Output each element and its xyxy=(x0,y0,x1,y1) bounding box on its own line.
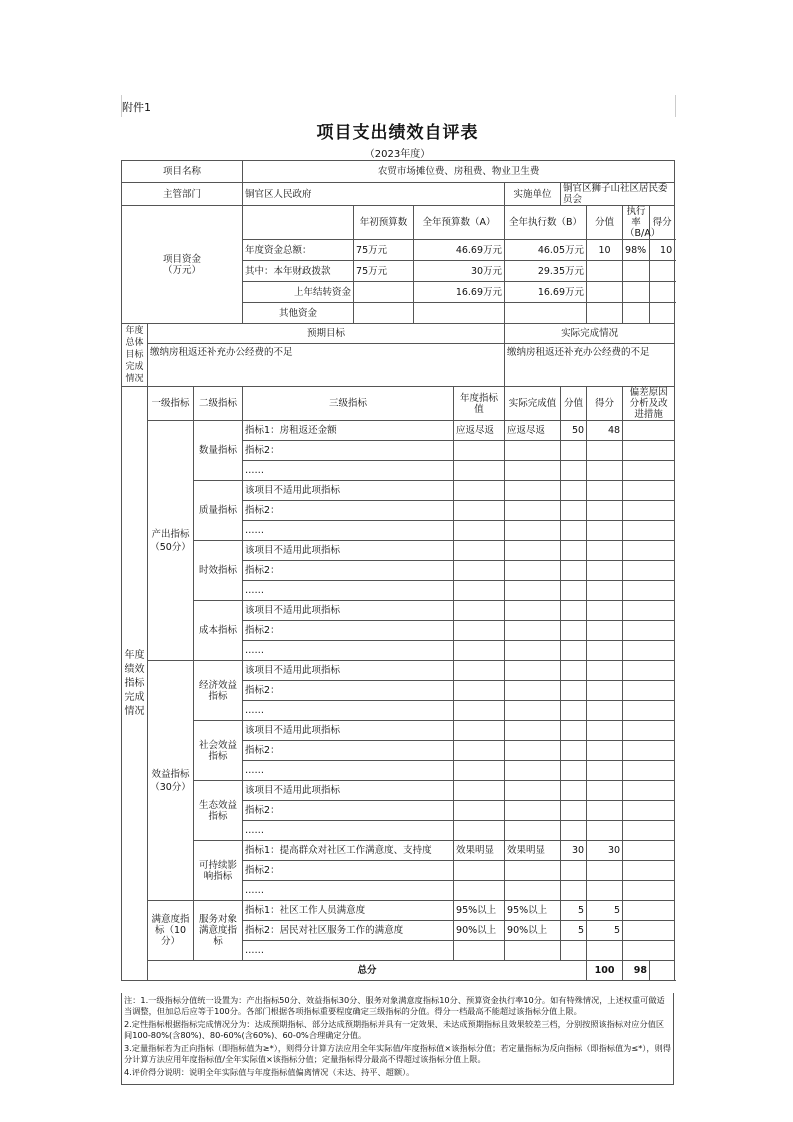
indicator-reason xyxy=(623,581,675,601)
h-score: 得分 xyxy=(587,387,623,421)
indicator-name: 指标1：社区工作人员满意度 xyxy=(243,901,454,921)
indicator-score xyxy=(587,801,623,821)
indicator-actual xyxy=(505,541,561,561)
indicator-reason xyxy=(623,761,675,781)
indicator-score xyxy=(587,461,623,481)
fund-row-full: 30万元 xyxy=(414,261,505,282)
indicator-score xyxy=(587,501,623,521)
l2-time: 时效指标 xyxy=(194,541,243,601)
expected-goal-value: 缴纳房租返还补充办公经费的不足 xyxy=(148,344,505,387)
indicator-value xyxy=(561,821,587,841)
indicator-score xyxy=(587,541,623,561)
indicator-reason xyxy=(623,741,675,761)
indicator-actual: 90%以上 xyxy=(505,921,561,941)
indicator-actual xyxy=(505,801,561,821)
indicator-reason xyxy=(623,901,675,921)
indicator-actual: 应返尽返 xyxy=(505,421,561,441)
indicator-actual xyxy=(505,601,561,621)
indicator-actual xyxy=(505,481,561,501)
total-reason xyxy=(650,961,675,981)
indicator-value xyxy=(561,641,587,661)
indicator-name: 指标2：居民对社区服务工作的满意度 xyxy=(243,921,454,941)
indicator-target xyxy=(454,521,505,541)
indicator-name: …… xyxy=(243,821,454,841)
indicator-actual xyxy=(505,941,561,961)
indicator-reason xyxy=(623,621,675,641)
indicator-value xyxy=(561,721,587,741)
indicator-target xyxy=(454,881,505,901)
indicator-actual xyxy=(505,581,561,601)
page-title: 项目支出绩效自评表 xyxy=(316,123,479,143)
indicator-value xyxy=(561,561,587,581)
indicator-target xyxy=(454,501,505,521)
fund-row-initial: 75万元 xyxy=(354,261,414,282)
indicators-side-label: 年度绩效指标完成情况 xyxy=(122,387,148,981)
indicator-reason xyxy=(623,841,675,861)
h-actual: 实际完成值 xyxy=(505,387,561,421)
fund-row-exec: 46.05万元 xyxy=(505,240,587,261)
indicator-name: 指标2： xyxy=(243,681,454,701)
indicator-target xyxy=(454,441,505,461)
indicator-score xyxy=(587,521,623,541)
indicator-target xyxy=(454,861,505,881)
indicator-value xyxy=(561,701,587,721)
actual-goal-value: 缴纳房租返还补充办公经费的不足 xyxy=(505,344,675,387)
note-3: 3.定量指标若为正向指标（即指标值为≥*），则得分计算方法应用全年实际值/年度指标值×该指标分值；若定量指标为反向指标（即指标值为≤*），则得分计算方法应用年度指标值/全年实际值×该指标分值；定量指标得分最高不得超过该指标分值上限。 xyxy=(124,1043,671,1064)
indicator-value xyxy=(561,801,587,821)
indicator-reason xyxy=(623,781,675,801)
indicator-reason xyxy=(623,821,675,841)
fund-row-exec: 29.35万元 xyxy=(505,261,587,282)
unit-label: 实施单位 xyxy=(505,183,561,206)
indicator-name: 指标2： xyxy=(243,501,454,521)
indicator-value xyxy=(561,661,587,681)
project-name-value: 农贸市场摊位费、房租费、物业卫生费 xyxy=(243,161,675,183)
indicator-name: 指标2： xyxy=(243,861,454,881)
total-label: 总分 xyxy=(148,961,587,981)
fund-row-score xyxy=(650,282,675,303)
indicator-name: …… xyxy=(243,581,454,601)
indicator-target xyxy=(454,821,505,841)
indicator-target: 95%以上 xyxy=(454,901,505,921)
fund-row-value: 10 xyxy=(587,240,623,261)
indicator-target: 90%以上 xyxy=(454,921,505,941)
indicator-name: 指标2： xyxy=(243,801,454,821)
fund-row-full xyxy=(414,303,505,324)
indicator-actual: 效果明显 xyxy=(505,841,561,861)
indicator-name: 该项目不适用此项指标 xyxy=(243,601,454,621)
indicator-value xyxy=(561,881,587,901)
indicator-target xyxy=(454,621,505,641)
indicator-name: 指标2： xyxy=(243,441,454,461)
indicator-actual xyxy=(505,441,561,461)
note-1: 注：1.一级指标分值统一设置为：产出指标50分、效益指标30分、服务对象满意度指标10分、预算资金执行率10分。如有特殊情况，上述权重可做适当调整，但加总后应等于100分。各部门根据各项指标重要程度确定三级指标的分值。得分一档最高不能超过该指标分值上限。 xyxy=(124,995,665,1016)
indicator-score xyxy=(587,741,623,761)
indicator-actual: 95%以上 xyxy=(505,901,561,921)
year-label: （2023年度） xyxy=(364,149,431,160)
indicator-name: 该项目不适用此项指标 xyxy=(243,721,454,741)
indicator-value xyxy=(561,681,587,701)
indicator-target xyxy=(454,561,505,581)
l2-quantity: 数量指标 xyxy=(194,421,243,481)
h-reason: 偏差原因分析及改进措施 xyxy=(623,387,675,421)
indicator-score xyxy=(587,481,623,501)
indicator-reason xyxy=(623,421,675,441)
indicator-actual xyxy=(505,861,561,881)
indicator-target xyxy=(454,801,505,821)
indicator-target xyxy=(454,641,505,661)
indicator-name: 该项目不适用此项指标 xyxy=(243,781,454,801)
indicator-score: 48 xyxy=(587,421,623,441)
fund-row-rate xyxy=(623,303,650,324)
indicator-score xyxy=(587,821,623,841)
indicator-actual xyxy=(505,721,561,741)
indicator-score xyxy=(587,621,623,641)
dept-value: 铜官区人民政府 xyxy=(243,183,505,206)
fund-row-value xyxy=(587,282,623,303)
indicator-target: 效果明显 xyxy=(454,841,505,861)
indicator-actual xyxy=(505,701,561,721)
indicator-score: 30 xyxy=(587,841,623,861)
indicator-name: …… xyxy=(243,701,454,721)
indicator-reason xyxy=(623,461,675,481)
indicator-actual xyxy=(505,561,561,581)
fund-row-initial: 75万元 xyxy=(354,240,414,261)
h-level1: 一级指标 xyxy=(148,387,194,421)
indicator-target xyxy=(454,661,505,681)
indicator-name: …… xyxy=(243,881,454,901)
indicator-name: 指标1：房租返还金额 xyxy=(243,421,454,441)
indicator-value xyxy=(561,541,587,561)
indicator-score xyxy=(587,761,623,781)
l2-economic: 经济效益指标 xyxy=(194,661,243,721)
indicator-target xyxy=(454,581,505,601)
indicator-name: …… xyxy=(243,641,454,661)
indicator-value xyxy=(561,741,587,761)
fund-row-rate xyxy=(623,261,650,282)
indicator-value xyxy=(561,601,587,621)
notes-section xyxy=(121,993,674,1085)
unit-value: 铜官区狮子山社区居民委员会 xyxy=(561,183,675,206)
indicator-reason xyxy=(623,861,675,881)
indicator-value: 30 xyxy=(561,841,587,861)
fund-row-label: 其中：本年财政拨款 xyxy=(243,261,354,282)
fund-row-score: 10 xyxy=(650,240,675,261)
indicator-actual xyxy=(505,501,561,521)
indicator-reason xyxy=(623,501,675,521)
dept-label: 主管部门 xyxy=(122,183,243,206)
indicator-score xyxy=(587,721,623,741)
indicator-name: 指标2： xyxy=(243,741,454,761)
indicator-score xyxy=(587,881,623,901)
indicator-value xyxy=(561,461,587,481)
indicator-reason xyxy=(623,481,675,501)
indicator-actual xyxy=(505,521,561,541)
funds-blank xyxy=(243,206,354,240)
indicator-actual xyxy=(505,781,561,801)
indicator-value: 50 xyxy=(561,421,587,441)
indicator-target xyxy=(454,461,505,481)
indicator-name: 指标2： xyxy=(243,621,454,641)
indicator-reason xyxy=(623,561,675,581)
funds-label: 项目资金 （万元） xyxy=(122,206,243,324)
total-score: 98 xyxy=(623,961,650,981)
indicator-name: …… xyxy=(243,761,454,781)
indicator-score xyxy=(587,561,623,581)
col-rate: 执行率（B/A） xyxy=(623,206,650,240)
h-value: 分值 xyxy=(561,387,587,421)
satisfaction-indicator-label: 满意度指标（10分） xyxy=(148,901,194,961)
fund-row-score xyxy=(650,261,675,282)
indicator-value xyxy=(561,941,587,961)
indicator-name: …… xyxy=(243,941,454,961)
indicator-reason xyxy=(623,521,675,541)
indicator-value xyxy=(561,621,587,641)
indicator-score xyxy=(587,781,623,801)
indicator-name: …… xyxy=(243,521,454,541)
fund-row-score xyxy=(650,303,675,324)
indicator-value xyxy=(561,481,587,501)
indicator-reason xyxy=(623,881,675,901)
note-4: 4.评价得分说明：说明全年实际值与年度指标值偏离情况（未达、持平、超额）。 xyxy=(124,1067,415,1077)
indicator-actual xyxy=(505,761,561,781)
fund-row-rate xyxy=(623,282,650,303)
indicator-score xyxy=(587,941,623,961)
indicator-value: 5 xyxy=(561,921,587,941)
indicator-target xyxy=(454,721,505,741)
indicator-name: 该项目不适用此项指标 xyxy=(243,541,454,561)
indicator-value: 5 xyxy=(561,901,587,921)
indicator-reason xyxy=(623,661,675,681)
fund-row-value xyxy=(587,261,623,282)
indicator-target xyxy=(454,741,505,761)
indicator-name: 指标1：提高群众对社区工作满意度、支持度 xyxy=(243,841,454,861)
expected-goal-label: 预期目标 xyxy=(148,324,505,344)
total-value: 100 xyxy=(587,961,623,981)
indicator-actual xyxy=(505,741,561,761)
l2-quality: 质量指标 xyxy=(194,481,243,541)
fund-row-label: 年度资金总额： xyxy=(243,240,354,261)
indicator-reason xyxy=(623,641,675,661)
l2-sustain: 可持续影响指标 xyxy=(194,841,243,901)
indicator-value xyxy=(561,861,587,881)
l2-eco: 生态效益指标 xyxy=(194,781,243,841)
note-2: 2.定性指标根据指标完成情况分为：达成预期指标、部分达成预期指标并具有一定效果、未达成预期指标且效果较差三档，分别按照该指标对应分值区间100-80%(含80%)、80-60%(含60%)、60-0%合理确定分值。 xyxy=(124,1019,665,1040)
indicator-name: …… xyxy=(243,461,454,481)
indicator-target xyxy=(454,541,505,561)
indicator-reason xyxy=(623,541,675,561)
indicator-score xyxy=(587,441,623,461)
indicator-reason xyxy=(623,701,675,721)
fund-row-exec xyxy=(505,303,587,324)
fund-row-rate: 98% xyxy=(623,240,650,261)
fund-row-value xyxy=(587,303,623,324)
indicator-target xyxy=(454,681,505,701)
fund-row-full: 16.69万元 xyxy=(414,282,505,303)
fund-row-exec: 16.69万元 xyxy=(505,282,587,303)
indicator-target xyxy=(454,601,505,621)
fund-row-label: 上年结转资金 xyxy=(243,282,354,303)
indicator-score xyxy=(587,661,623,681)
col-initial: 年初预算数 xyxy=(354,206,414,240)
actual-goal-label: 实际完成情况 xyxy=(505,324,675,344)
goals-label: 年度总体目标完成情况 xyxy=(122,324,148,387)
indicator-actual xyxy=(505,621,561,641)
benefit-indicator-label: 效益指标（30分） xyxy=(148,661,194,901)
col-full: 全年预算数（A） xyxy=(414,206,505,240)
h-level2: 二级指标 xyxy=(194,387,243,421)
indicator-value xyxy=(561,441,587,461)
col-exec: 全年执行数（B） xyxy=(505,206,587,240)
indicator-score: 5 xyxy=(587,921,623,941)
indicator-score xyxy=(587,581,623,601)
evaluation-table xyxy=(121,160,675,981)
indicator-target xyxy=(454,761,505,781)
indicator-actual xyxy=(505,641,561,661)
indicator-name: 该项目不适用此项指标 xyxy=(243,661,454,681)
indicator-reason xyxy=(623,601,675,621)
indicator-score xyxy=(587,681,623,701)
h-target: 年度指标值 xyxy=(454,387,505,421)
sheet-top-gridline xyxy=(121,95,676,117)
indicator-reason xyxy=(623,941,675,961)
l2-cost: 成本指标 xyxy=(194,601,243,661)
l2-service: 服务对象满意度指标 xyxy=(194,901,243,961)
indicator-reason xyxy=(623,801,675,821)
indicator-value xyxy=(561,521,587,541)
indicator-reason xyxy=(623,441,675,461)
indicator-actual xyxy=(505,661,561,681)
fund-row-initial xyxy=(354,282,414,303)
col-score-value: 分值 xyxy=(587,206,623,240)
indicator-target xyxy=(454,781,505,801)
indicator-reason xyxy=(623,721,675,741)
project-name-label: 项目名称 xyxy=(122,161,243,183)
indicator-actual xyxy=(505,461,561,481)
indicator-target xyxy=(454,481,505,501)
output-indicator-label: 产出指标（50分） xyxy=(148,421,194,661)
indicator-target xyxy=(454,941,505,961)
indicator-reason xyxy=(623,921,675,941)
indicator-value xyxy=(561,581,587,601)
fund-row-initial xyxy=(354,303,414,324)
indicator-value xyxy=(561,761,587,781)
indicator-score xyxy=(587,601,623,621)
h-level3: 三级指标 xyxy=(243,387,454,421)
indicator-value xyxy=(561,501,587,521)
l2-social: 社会效益指标 xyxy=(194,721,243,781)
fund-row-full: 46.69万元 xyxy=(414,240,505,261)
indicator-value xyxy=(561,781,587,801)
indicator-score xyxy=(587,641,623,661)
indicator-actual xyxy=(505,681,561,701)
indicator-target xyxy=(454,701,505,721)
indicator-actual xyxy=(505,821,561,841)
indicator-name: 指标2： xyxy=(243,561,454,581)
attachment-label: 附件1 xyxy=(122,101,151,114)
indicator-name: 该项目不适用此项指标 xyxy=(243,481,454,501)
fund-row-label: 其他资金 xyxy=(243,303,354,324)
indicator-score xyxy=(587,861,623,881)
col-score: 得分 xyxy=(650,206,675,240)
indicator-score xyxy=(587,701,623,721)
indicator-target: 应返尽返 xyxy=(454,421,505,441)
indicator-actual xyxy=(505,881,561,901)
indicator-score: 5 xyxy=(587,901,623,921)
indicator-reason xyxy=(623,681,675,701)
